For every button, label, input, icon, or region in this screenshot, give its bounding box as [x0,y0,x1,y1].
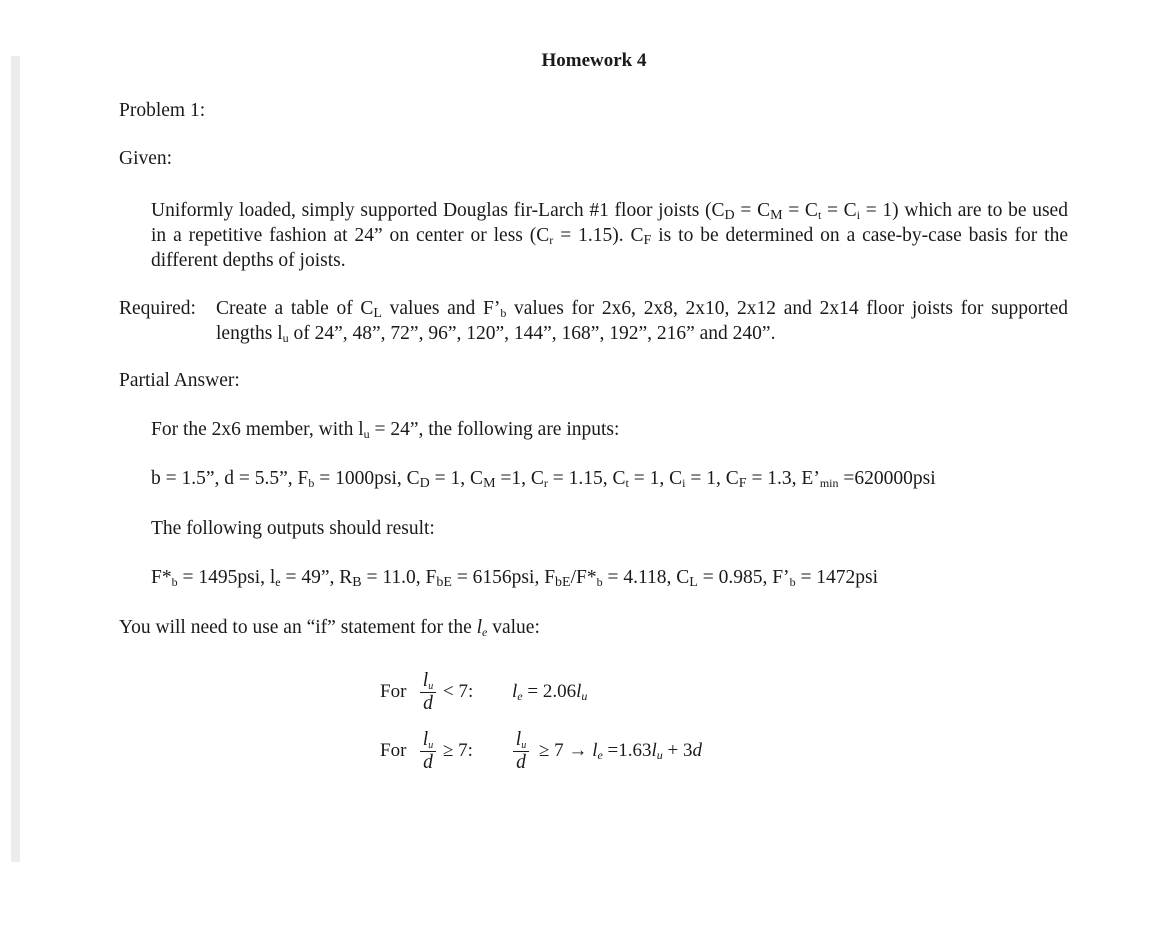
required-label: Required: [119,298,196,319]
page-title: Homework 4 [541,50,647,71]
formula-1-result: $l_e = 2.06l_u$ [512,681,588,703]
formula-2-fraction-b: $l_u$ d [512,729,530,774]
inputs-line: b = 1.5”, d = 5.5”, $F_b = 1000psi$, $C_D = 1$, $C_M =1$, $C_r = 1.15$, $C_t = 1$, $C_i = 1$, $C_F = 1.3$, $E’_{min} =620000psi$ [151,468,936,491]
given-description: Uniformly loaded, simply supported Douglas fir-Larch #1 floor joists $(C_D = C_M = C_t = C_i = 1)$ which are to be used in a repetitive fashion at 24” on center or less $(C_r = 1.15)$. $C_F$ is to be determined on a case-by-case basis for the different depths of joists. [151,200,1069,271]
problem-label: Problem 1: [119,100,206,121]
partial-answer-label: Partial Answer: [119,370,240,391]
outputs-line: $F*_b = 1495psi$, $l_e = 49$”, $R_B = 11.0$, $F_{bE} = 6156psi$, $F_{bE}/F*_b = 4.118$, $C_L = 0.985$, $F’_b = 1472psi$ [151,567,879,590]
formula-2-condition: ≥ 7: [443,740,473,761]
formula-2-fraction: $l_u$ d [419,729,437,774]
given-label: Given: [119,148,173,169]
formula-2-for: For [380,740,407,761]
page-margin-line [11,56,20,862]
if-statement-text: You will need to use an “if” statement for the $l_e$ value: [119,617,540,639]
formula-1-fraction: $l_u$ d [419,670,437,715]
formula-1-for: For [380,681,407,702]
required-text: Create a table of $C_L$ values and $F’_b$ values for 2x6, 2x8, 2x10, 2x12 and 2x14 floor joists for supported lengths $l_u$ of 24”, 48”, 72”, 96”, 120”, 144”, 168”, 192”, 216” and 240”. [216,298,1069,345]
formula-1-condition: < 7: [443,681,474,702]
inputs-intro: For the 2x6 member, with $l_u = 24$”, the following are inputs: [151,419,620,441]
outputs-intro: The following outputs should result: [151,518,435,539]
formula-2-result: ≥ $7 \to l_e =1.63l_u + 3d$ [539,740,703,762]
